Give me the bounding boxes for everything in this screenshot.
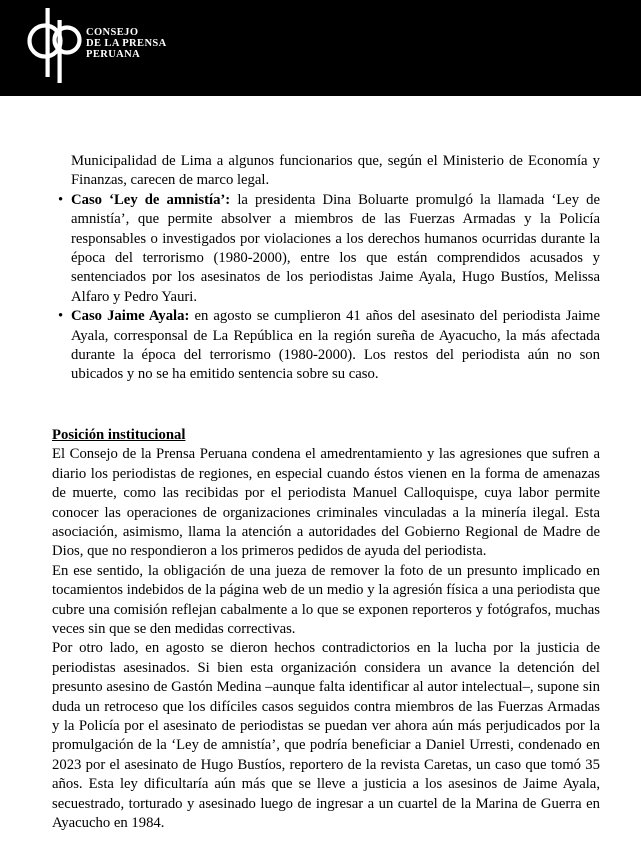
section-heading: Posición institucional [52,426,186,443]
body-paragraph-1: El Consejo de la Prensa Peruana condena el amedrentamiento y las agresiones que sufren a diario los periodistas de regiones, en especial cuando éstos vienen en la forma de amenazas de muerte, como las recibidas por el periodista Manuel Calloquispe, cuya labor permite conocer las operaciones de organizaciones criminales vinculadas a la minería ilegal. Esta asociación, asimismo, llama la atención a autoridades del Gobierno Regional de Madre de Dios, que no respondieron a los primeros pedidos de ayuda del periodista. [52,446,600,560]
list-item-ley-amnistia [52,191,600,307]
list-item-text: en agosto se cumplieron 41 años del asesinato del periodista Jaime Ayala, corresponsal de La República en la región sureña de Ayacucho, la más afectada durante la época del terrorismo (1980-2000). Los restos del periodista aún no son ubicados y no se ha emitido sentencia sobre su caso. [71,308,600,383]
org-name-line-1: CONSEJO [86,27,139,38]
list-item-jaime-ayala [52,307,600,385]
body-paragraph-3: Por otro lado, en agosto se dieron hechos contradictorios en la lucha por la justicia de periodistas asesinados. Si bien esta organización considera un avance la detención del presunto asesino de Gastón Medina –aunque falta identificar al autor intelectual–, supone sin duda un retroceso que los difíciles casos seguidos contra miembros de las Fuerzas Armadas y la Policía por el asesinato de periodistas se puedan ver ahora aún más perjudicados por la promulgación de la ‘Ley de amnistía’, que podría beneficiar a Daniel Urresti, condenado en 2023 por el asesinato de Hugo Bustíos, reportero de la revista Caretas, un caso que tomó 35 años. Esta ley dificultaría aún más que se lleve a justicia a los asesinos de Jaime Ayala, secuestrado, torturado y asesinado luego de ingresar a un cuartel de la Marina de Guerra en Ayacucho en 1984. [52,640,600,831]
org-name-line-2: DE LA PRENSA [86,37,167,49]
continuation-paragraph: Municipalidad de Lima a algunos funcionarios que, según el Ministerio de Economía y Finanzas, carecen de marco legal. [71,153,600,189]
header-bar [0,0,641,96]
list-item-lead: Caso Jaime Ayala: [71,308,190,325]
bullet-icon: • [58,308,64,325]
org-name-line-3: PERUANA [86,48,141,60]
list-item-lead: Caso ‘Ley de amnistía’: [71,191,231,208]
document-body [52,152,600,833]
cpp-monogram-icon [26,8,84,96]
body-paragraph-2: En ese sentido, la obligación de una jueza de remover la foto de un presunto implicado en tocamientos indebidos de la página web de un medio y la agresión física a una periodista que cubre una comisión reflejan cabalmente a lo que se exponen reporteros y fotógrafos, muchas veces sin que se den medidas correctivas. [52,562,600,637]
bullet-icon: • [58,191,64,208]
org-name [86,28,167,60]
list-item-text: la presidenta Dina Boluarte promulgó la llamada ‘Ley de amnistía’, que permite absolver a miembros de las Fuerzas Armadas y la Policía responsables o investigados por violaciones a los derechos humanos ocurridas durante la época del terrorismo (1980-2000), entre los que están comprendidos acusados y sentenciados por los asesinatos de los periodistas Jaime Ayala, Hugo Bustíos, Melissa Alfaro y Pedro Yauri. [71,191,601,305]
